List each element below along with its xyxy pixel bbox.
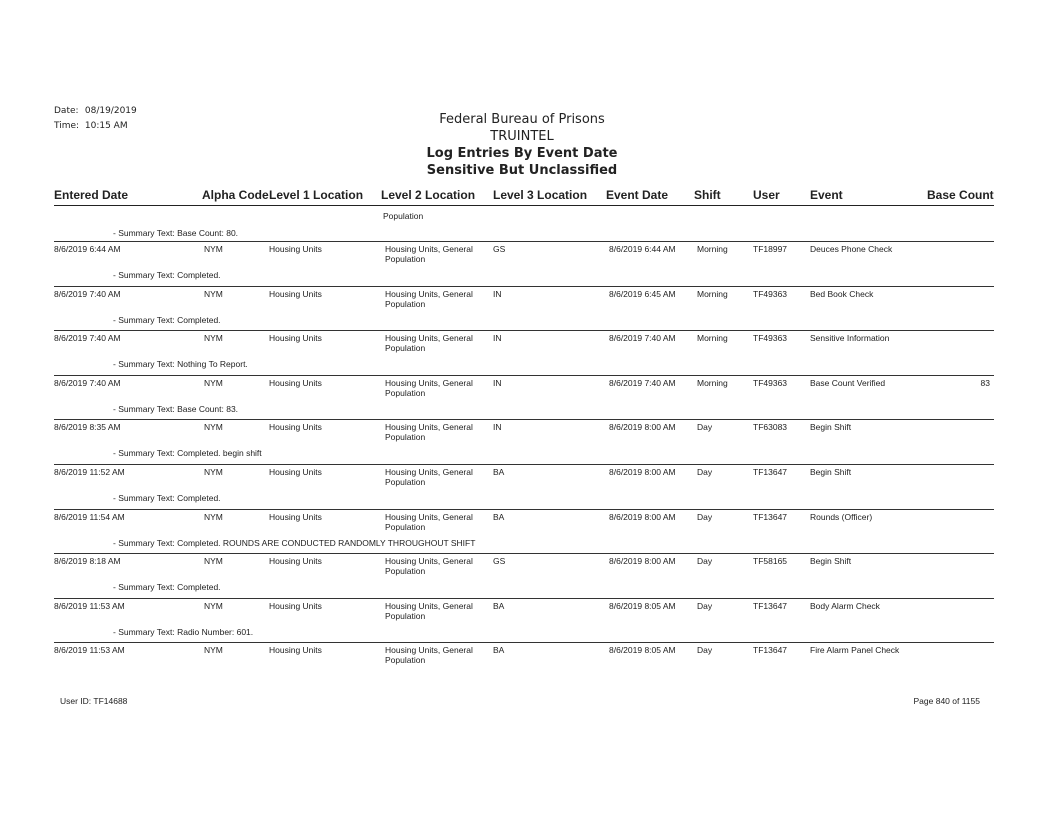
level2-cell: Housing Units, General Population bbox=[385, 467, 473, 487]
user-cell: TF49363 bbox=[753, 333, 788, 343]
level3-cell: BA bbox=[493, 645, 505, 655]
event-cell: Sensitive Information bbox=[810, 333, 890, 343]
level1-cell: Housing Units bbox=[269, 556, 322, 566]
alpha-code-cell: NYM bbox=[204, 333, 223, 343]
level3-cell: IN bbox=[493, 333, 502, 343]
summary-text: - Summary Text: Radio Number: 601. bbox=[113, 627, 254, 637]
level3-cell: GS bbox=[493, 556, 506, 566]
classification: Sensitive But Unclassified bbox=[426, 163, 618, 178]
table-row bbox=[54, 330, 994, 361]
col-user: User bbox=[753, 188, 780, 202]
org-title: Federal Bureau of Prisons bbox=[439, 112, 605, 127]
shift-cell: Day bbox=[697, 601, 713, 611]
time-value: 10:15 AM bbox=[84, 121, 128, 131]
user-cell: TF63083 bbox=[753, 422, 788, 432]
col-event: Event bbox=[810, 188, 843, 202]
alpha-code-cell: NYM bbox=[204, 378, 223, 388]
level2-cell: Housing Units, General Population bbox=[385, 422, 473, 442]
base-count-cell: 83 bbox=[980, 378, 990, 388]
table-header bbox=[54, 187, 994, 206]
level3-cell: BA bbox=[493, 512, 505, 522]
summary-text: - Summary Text: Completed. bbox=[113, 270, 221, 280]
col-shift: Shift bbox=[694, 188, 721, 202]
alpha-code-cell: NYM bbox=[204, 512, 223, 522]
level3-cell: GS bbox=[493, 244, 506, 254]
event-date-cell: 8/6/2019 8:05 AM bbox=[609, 645, 676, 655]
event-cell: Fire Alarm Panel Check bbox=[810, 645, 900, 655]
col-entered-date: Entered Date bbox=[54, 188, 129, 202]
alpha-code-cell: NYM bbox=[204, 244, 223, 254]
date-value: 08/19/2019 bbox=[84, 106, 137, 116]
level2-cell: Housing Units, General Population bbox=[385, 645, 473, 665]
user-cell: TF13647 bbox=[753, 601, 788, 611]
event-cell: Begin Shift bbox=[810, 467, 852, 477]
entered-date-cell: 8/6/2019 11:52 AM bbox=[54, 467, 125, 477]
level3-cell: IN bbox=[493, 422, 502, 432]
user-cell: TF49363 bbox=[753, 289, 788, 299]
col-base-count: Base Count bbox=[927, 188, 994, 202]
continued-summary: - Summary Text: Base Count: 80. bbox=[113, 228, 239, 238]
date-label: Date: bbox=[54, 106, 79, 116]
alpha-code-cell: NYM bbox=[204, 467, 223, 477]
event-date-cell: 8/6/2019 8:00 AM bbox=[609, 556, 676, 566]
level3-cell: IN bbox=[493, 378, 502, 388]
user-cell: TF13647 bbox=[753, 512, 788, 522]
alpha-code-cell: NYM bbox=[204, 556, 223, 566]
level1-cell: Housing Units bbox=[269, 601, 322, 611]
entered-date-cell: 8/6/2019 11:53 AM bbox=[54, 601, 125, 611]
event-cell: Body Alarm Check bbox=[810, 601, 880, 611]
entered-date-cell: 8/6/2019 7:40 AM bbox=[54, 289, 121, 299]
level2-cell: Housing Units, General Population bbox=[385, 556, 473, 576]
summary-text: - Summary Text: Completed. ROUNDS ARE CONDUCTED RANDOMLY THROUGHOUT SHIFT bbox=[113, 538, 476, 548]
event-date-cell: 8/6/2019 6:45 AM bbox=[609, 289, 676, 299]
event-cell: Bed Book Check bbox=[810, 289, 874, 299]
shift-cell: Day bbox=[697, 512, 713, 522]
col-level2: Level 2 Location bbox=[381, 188, 476, 202]
event-date-cell: 8/6/2019 6:44 AM bbox=[609, 244, 676, 254]
level2-cell: Housing Units, General Population bbox=[385, 289, 473, 309]
table-row bbox=[54, 553, 994, 584]
footer-page-number: Page 840 of 1155 bbox=[913, 696, 980, 706]
level1-cell: Housing Units bbox=[269, 289, 322, 299]
entered-date-cell: 8/6/2019 7:40 AM bbox=[54, 378, 121, 388]
shift-cell: Morning bbox=[697, 289, 728, 299]
alpha-code-cell: NYM bbox=[204, 289, 223, 299]
event-cell: Begin Shift bbox=[810, 556, 852, 566]
summary-text: - Summary Text: Completed. bbox=[113, 315, 221, 325]
table-row bbox=[54, 419, 994, 450]
table-row bbox=[54, 598, 994, 629]
event-cell: Begin Shift bbox=[810, 422, 852, 432]
shift-cell: Day bbox=[697, 645, 713, 655]
event-cell: Deuces Phone Check bbox=[810, 244, 893, 254]
event-cell: Rounds (Officer) bbox=[810, 512, 873, 522]
summary-text: - Summary Text: Completed. bbox=[113, 582, 221, 592]
table-row bbox=[54, 286, 994, 317]
level2-cell: Housing Units, General Population bbox=[385, 512, 473, 532]
continued-level2: Population bbox=[383, 211, 424, 221]
table-row bbox=[54, 375, 994, 406]
summary-text: - Summary Text: Completed. bbox=[113, 493, 221, 503]
shift-cell: Morning bbox=[697, 333, 728, 343]
event-date-cell: 8/6/2019 7:40 AM bbox=[609, 378, 676, 388]
table-row bbox=[54, 642, 994, 673]
level2-cell: Housing Units, General Population bbox=[385, 333, 473, 353]
level1-cell: Housing Units bbox=[269, 467, 322, 477]
report-titles bbox=[330, 111, 714, 179]
shift-cell: Day bbox=[697, 422, 713, 432]
table-row bbox=[54, 241, 994, 272]
entered-date-cell: 8/6/2019 7:40 AM bbox=[54, 333, 121, 343]
level2-cell: Housing Units, General Population bbox=[385, 378, 473, 398]
level2-cell: Housing Units, General Population bbox=[385, 601, 473, 621]
event-date-cell: 8/6/2019 8:00 AM bbox=[609, 467, 676, 477]
shift-cell: Morning bbox=[697, 244, 728, 254]
alpha-code-cell: NYM bbox=[204, 422, 223, 432]
user-cell: TF18997 bbox=[753, 244, 788, 254]
event-date-cell: 8/6/2019 8:05 AM bbox=[609, 601, 676, 611]
col-event-date: Event Date bbox=[606, 188, 669, 202]
entered-date-cell: 8/6/2019 8:35 AM bbox=[54, 422, 121, 432]
level1-cell: Housing Units bbox=[269, 378, 322, 388]
col-alpha-code: Alpha Code bbox=[202, 188, 269, 202]
alpha-code-cell: NYM bbox=[204, 601, 223, 611]
level3-cell: BA bbox=[493, 467, 505, 477]
level2-cell: Housing Units, General Population bbox=[385, 244, 473, 264]
shift-cell: Day bbox=[697, 467, 713, 477]
summary-text: - Summary Text: Base Count: 83. bbox=[113, 404, 239, 414]
table-row bbox=[54, 464, 994, 495]
level3-cell: IN bbox=[493, 289, 502, 299]
level1-cell: Housing Units bbox=[269, 244, 322, 254]
level1-cell: Housing Units bbox=[269, 512, 322, 522]
summary-text: - Summary Text: Nothing To Report. bbox=[113, 359, 248, 369]
summary-text: - Summary Text: Completed. begin shift bbox=[113, 448, 262, 458]
user-cell: TF58165 bbox=[753, 556, 788, 566]
shift-cell: Day bbox=[697, 556, 713, 566]
user-cell: TF49363 bbox=[753, 378, 788, 388]
time-label: Time: bbox=[54, 121, 80, 131]
event-date-cell: 8/6/2019 7:40 AM bbox=[609, 333, 676, 343]
col-level3: Level 3 Location bbox=[493, 188, 588, 202]
user-cell: TF13647 bbox=[753, 645, 788, 655]
level1-cell: Housing Units bbox=[269, 645, 322, 655]
system-title: TRUINTEL bbox=[490, 129, 554, 144]
entered-date-cell: 8/6/2019 11:54 AM bbox=[54, 512, 125, 522]
level1-cell: Housing Units bbox=[269, 333, 322, 343]
col-level1: Level 1 Location bbox=[269, 188, 364, 202]
footer-user-id: User ID: TF14688 bbox=[60, 696, 128, 706]
entered-date-cell: 8/6/2019 8:18 AM bbox=[54, 556, 121, 566]
event-date-cell: 8/6/2019 8:00 AM bbox=[609, 422, 676, 432]
report-time bbox=[54, 121, 128, 131]
alpha-code-cell: NYM bbox=[204, 645, 223, 655]
event-date-cell: 8/6/2019 8:00 AM bbox=[609, 512, 676, 522]
entered-date-cell: 8/6/2019 11:53 AM bbox=[54, 645, 125, 655]
user-cell: TF13647 bbox=[753, 467, 788, 477]
entered-date-cell: 8/6/2019 6:44 AM bbox=[54, 244, 121, 254]
event-cell: Base Count Verified bbox=[810, 378, 886, 388]
report-date bbox=[54, 106, 137, 116]
level1-cell: Housing Units bbox=[269, 422, 322, 432]
level3-cell: BA bbox=[493, 601, 505, 611]
table-row bbox=[54, 509, 994, 540]
shift-cell: Morning bbox=[697, 378, 728, 388]
report-title: Log Entries By Event Date bbox=[426, 146, 618, 161]
